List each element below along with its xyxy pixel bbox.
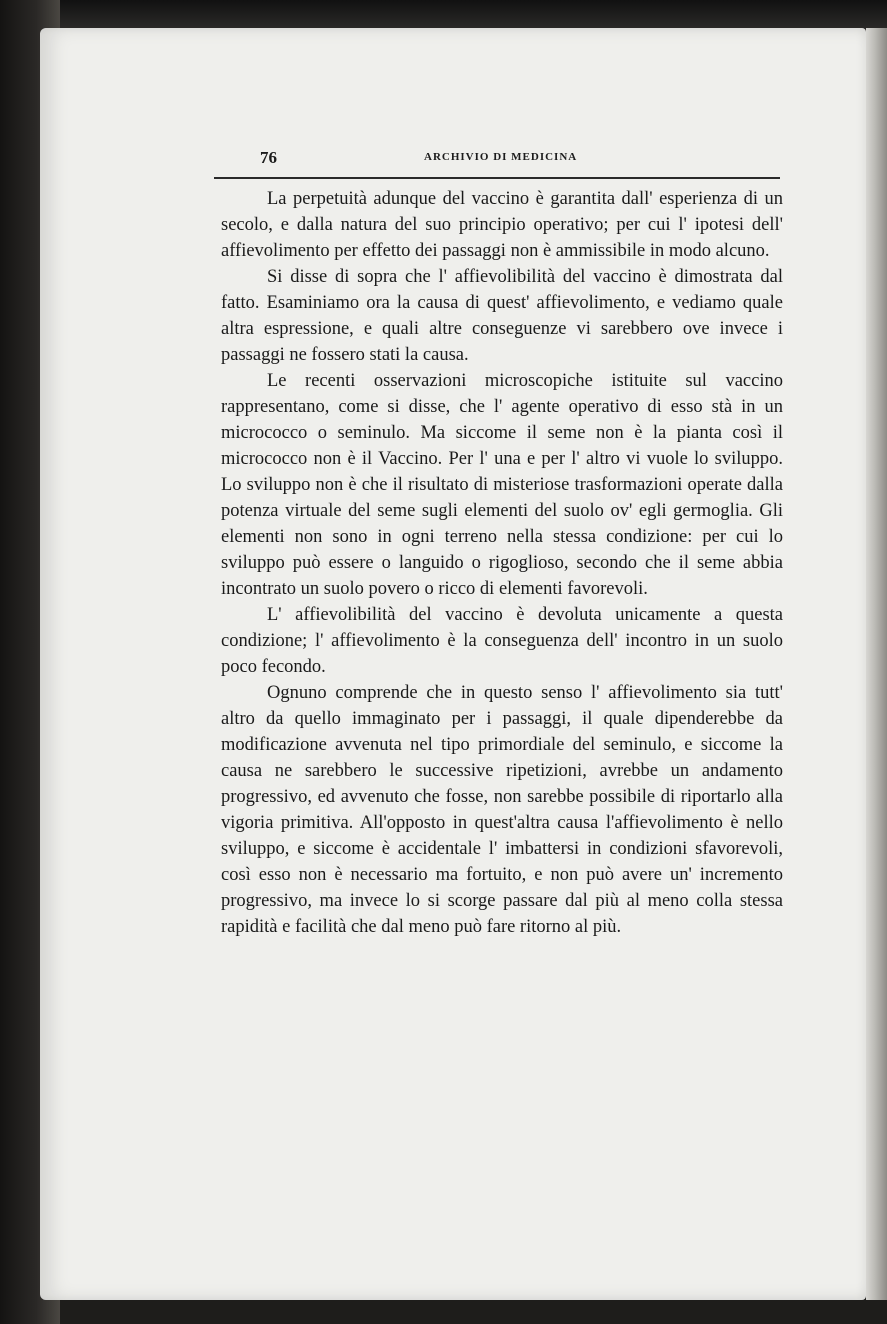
paragraph: L' affievolibilità del vaccino è devoluta unicamente a questa condizione; l' affievolimento è la conseguenza dell' incontro in un suolo poco fecondo. [221, 605, 783, 677]
body-text [221, 186, 783, 940]
paragraph: Ognuno comprende che in questo senso l' affievolimento sia tutt' altro da quello immaginato per i passaggi, il quale dipenderebbe da modificazione avvenuta nel tipo primordiale del seminulo, e siccome la causa ne sarebbero le successive ripetizioni, avrebbe un andamento progressivo, ed avvenuto che fosse, non sarebbe possibile di riportarlo alla vigoria primitiva. All'opposto in quest'altra causa l'affievolimento è nello sviluppo, e siccome è accidentale l' imbattersi in condizioni sfavorevoli, così esso non è necessario ma fortuito, e non può avere un' incremento progressivo, ma invece lo si scorge passare dal più al meno colla stessa rapidità e facilità che dal meno può fare ritorno al più. [221, 683, 783, 937]
page-header [224, 148, 782, 170]
paragraph: Si disse di sopra che l' affievolibilità del vaccino è dimostrata dal fatto. Esaminiamo ora la causa di quest' affievolimento, e vediamo quale altra espressione, e quali altre conseguenze vi sarebbero ove invece i passaggi ne fossero stati la causa. [221, 267, 783, 365]
scan-top-border [0, 0, 887, 30]
header-rule [214, 177, 780, 179]
paragraph: La perpetuità adunque del vaccino è garantita dall' esperienza di un secolo, e dalla natura del suo principio operativo; per cui l' ipotesi dell' affievolimento per effetto dei passaggi non è ammissibile in modo alcuno. [221, 189, 783, 261]
page-number: 76 [260, 148, 277, 167]
paragraph: Le recenti osservazioni microscopiche istituite sul vaccino rappresentano, come si disse, che l' agente operativo di esso stà in un micrococco o seminulo. Ma siccome il seme non è la pianta così il micrococco non è il Vaccino. Per l' una e per l' altro vi vuole lo sviluppo. Lo sviluppo non è che il risultato di misteriose trasformazioni operate dalla potenza virtuale del seme sugli elementi del suolo ov' egli germoglia. Gli elementi non sono in ogni terreno nella stessa condizione: per cui lo sviluppo può essere o languido o rigoglioso, secondo che il seme abbia incontrato un suolo povero o ricco di elementi favorevoli. [221, 371, 783, 599]
page-edge [866, 28, 887, 1300]
running-head: ARCHIVIO DI MEDICINA [424, 151, 578, 163]
